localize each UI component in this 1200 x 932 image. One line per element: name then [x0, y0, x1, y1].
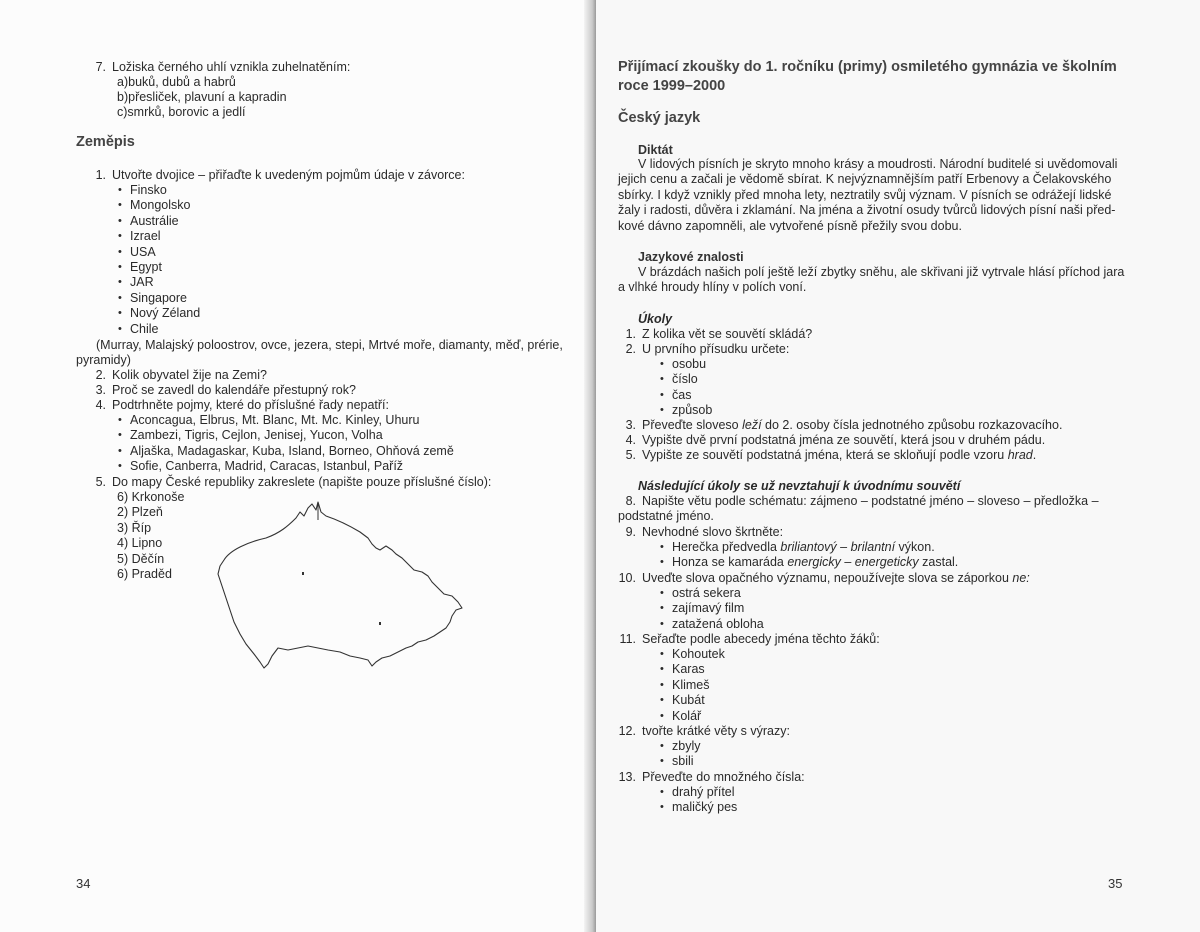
- question-5: 5. Do mapy České republiky zakreslete (napište pouze příslušné číslo):: [95, 475, 492, 489]
- dictation-text: V lidových písních je skryto mnoho krásy a moudrosti. Národní buditelé si uvědomovali jejich cenu a začali je vědomě sbírat. K nejvýznamnějším patří Erbenovy a Čelakovského sbírky. I když vznikly před mnoha lety, neztratily svůj význam. V písních se odrážejí lidské žaly i radosti, důvěra i zklamání. Na jména a životní osudy tvůrců lidových písní naši před-kové dávno zapomněli, ale vytvořené písně přežily svou dobu.: [618, 157, 1118, 233]
- list-item: • Chile: [118, 322, 200, 337]
- task-13: 13. Převeďte do množného čísla:: [618, 770, 805, 784]
- list-item: • Finsko: [118, 183, 200, 198]
- list-item: • Mongolsko: [118, 198, 200, 213]
- knowledge-text: V brázdách našich polí ještě leží zbytky sněhu, ale skřivani již vytrvale hlásí příchod jara a vlhké hroudy hlíny v polích voní.: [618, 265, 1125, 295]
- task-11: 11. Seřaďte podle abecedy jména těchto žáků:: [619, 632, 880, 646]
- task-11-list: [660, 647, 725, 724]
- page-number-left: 34: [76, 876, 91, 891]
- list-item: • drahý přítel: [660, 785, 737, 800]
- q7-option-b: b)přesliček, plavuní a kapradin: [117, 90, 287, 104]
- left-page: [0, 0, 596, 932]
- task-8-line2: podstatné jméno.: [618, 509, 714, 523]
- list-item: • Sofie, Canberra, Madrid, Caracas, Istanbul, Paříž: [118, 459, 454, 474]
- list-item: • ostrá sekera: [660, 586, 764, 601]
- czech-republic-outline-map: [200, 498, 475, 678]
- question-4: 4. Podtrhněte pojmy, které do příslušné řady nepatří:: [95, 398, 390, 412]
- list-item: • Izrael: [118, 229, 200, 244]
- task-2: 2. U prvního přísudku určete:: [625, 342, 790, 356]
- task-13-list: [660, 785, 737, 816]
- list-item: 6) Krkonoše: [117, 490, 185, 504]
- q7-option-c: c)smrků, borovic a jedlí: [117, 105, 246, 119]
- list-item: • sbili: [660, 754, 700, 769]
- task-2-list: [660, 357, 712, 419]
- list-item: • zbyly: [660, 739, 700, 754]
- task-4: 4. Vypište dvě první podstatná jména ze souvětí, která jsou v druhém pádu.: [625, 433, 1046, 447]
- list-item: • Honza se kamaráda energicky – energeticky zastal.: [660, 555, 958, 570]
- page-number-right: 35: [1108, 876, 1123, 891]
- question-3: 3. Proč se zavedl do kalendáře přestupný rok?: [95, 383, 356, 397]
- list-item: 6) Praděd: [117, 567, 172, 582]
- q1-country-list: [118, 183, 200, 337]
- list-item: 5) Děčín: [117, 551, 165, 566]
- list-item: • zajímavý film: [660, 601, 764, 616]
- question-1: 1. Utvořte dvojice – přiřaďte k uvedeným pojmům údaje v závorce:: [95, 168, 465, 182]
- list-item: • Nový Zéland: [118, 306, 200, 321]
- list-item: 2) Plzeň: [117, 505, 163, 520]
- list-item: • Klimeš: [660, 678, 725, 693]
- task-10-list: [660, 586, 764, 632]
- subject-heading: Český jazyk: [618, 110, 701, 126]
- section-heading-geography: Zeměpis: [76, 134, 135, 150]
- list-item: • Kohoutek: [660, 647, 725, 662]
- list-item: • Aljaška, Madagaskar, Kuba, Island, Borneo, Ohňová země: [118, 444, 454, 459]
- question-7: 7. Ložiska černého uhlí vznikla zuhelnatěním:: [95, 60, 351, 74]
- q1-note-line2: pyramidy): [76, 353, 131, 367]
- list-item: • Kubát: [660, 693, 725, 708]
- task-1: 1. Z kolika vět se souvětí skládá?: [625, 327, 813, 341]
- q4-series-list: [118, 413, 454, 475]
- list-item: • JAR: [118, 275, 200, 290]
- list-item: • způsob: [660, 403, 712, 418]
- task-12: 12. tvořte krátké věty s výrazy:: [618, 724, 790, 738]
- list-item: • zatažená obloha: [660, 617, 764, 632]
- list-item: • maličký pes: [660, 800, 737, 815]
- question-2: 2. Kolik obyvatel žije na Zemi?: [95, 368, 267, 382]
- list-item: • Austrálie: [118, 214, 200, 229]
- list-item: • Egypt: [118, 260, 200, 275]
- task-3: 3. Převeďte sloveso leží do 2. osoby čísla jednotného způsobu rozkazovacího.: [625, 418, 1063, 432]
- right-page: [596, 0, 1200, 932]
- list-item: • Singapore: [118, 291, 200, 306]
- task-9: 9. Nevhodné slovo škrtněte:: [625, 525, 784, 539]
- list-item: • číslo: [660, 372, 712, 387]
- task-12-list: [660, 739, 700, 770]
- list-item: • osobu: [660, 357, 712, 372]
- list-item: 3) Říp: [117, 520, 152, 535]
- list-item: • čas: [660, 388, 712, 403]
- task-10: 10. Uveďte slova opačného významu, nepoužívejte slova se záporkou ne:: [618, 571, 1030, 585]
- task-5: 5. Vypište ze souvětí podstatná jména, která se skloňují podle vzoru hrad.: [625, 448, 1037, 462]
- list-item: • Zambezi, Tigris, Cejlon, Jenisej, Yucon, Volha: [118, 428, 454, 443]
- following-tasks-heading: Následující úkoly se už nevztahují k úvodnímu souvětí: [638, 479, 961, 493]
- task-9-list: [660, 540, 958, 571]
- tasks-heading: Úkoly: [638, 312, 673, 326]
- list-item: • Kolář: [660, 709, 725, 724]
- dictation-heading: Diktát: [638, 143, 673, 157]
- list-item: • Herečka předvedla briliantový – brilantní výkon.: [660, 540, 958, 555]
- knowledge-heading: Jazykové znalosti: [638, 250, 744, 264]
- list-item: • Karas: [660, 662, 725, 677]
- q5-place-list: [117, 490, 184, 582]
- q7-option-a: a)buků, dubů a habrů: [117, 75, 236, 89]
- exam-title: Přijímací zkoušky do 1. ročníku (primy) osmiletého gymnázia ve školním roce 1999–2000: [618, 59, 1117, 94]
- list-item: • Aconcagua, Elbrus, Mt. Blanc, Mt. Mc. Kinley, Uhuru: [118, 413, 454, 428]
- task-8: 8. Napište větu podle schématu: zájmeno – podstatné jméno – sloveso – předložka –: [625, 494, 1099, 508]
- list-item: • USA: [118, 245, 200, 260]
- q1-note-line1: (Murray, Malajský poloostrov, ovce, jezera, stepi, Mrtvé moře, diamanty, měď, prérie,: [96, 338, 563, 352]
- list-item: 4) Lipno: [117, 536, 163, 551]
